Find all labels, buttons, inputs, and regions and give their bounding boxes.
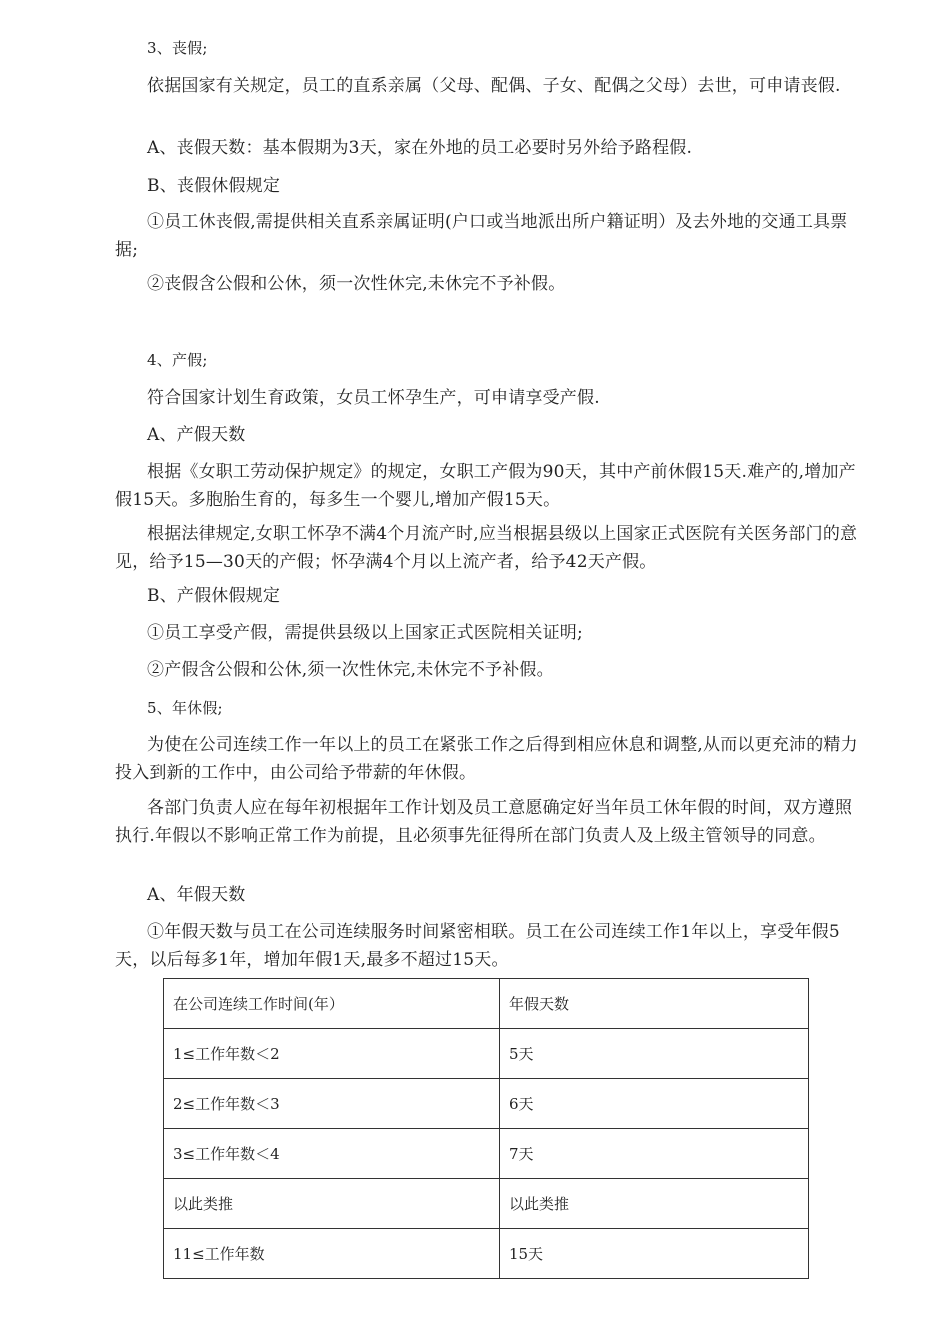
table-cell: 年假天数 [499,979,808,1029]
table-header-row [164,979,809,1029]
section-4-b1: ①员工享受产假，需提供县级以上国家正式医院相关证明; [147,623,583,643]
section-4-b: B、产假休假规定 [147,586,281,606]
table-cell: 2≤工作年数＜3 [164,1079,500,1129]
table-row [164,1129,809,1179]
table-cell: 11≤工作年数 [164,1229,500,1279]
section-4-a1: 根据《女职工劳动保护规定》的规定，女职工产假为90天，其中产前休假15天.难产的,增加产假15天。多胞胎生育的，每多生一个婴儿,增加产假15天。 [115,462,856,510]
table-cell: 6天 [499,1079,808,1129]
table-cell: 5天 [499,1029,808,1079]
section-4-heading: 4、产假; [147,351,208,369]
section-5-heading: 5、年休假; [147,699,223,717]
table-cell: 7天 [499,1129,808,1179]
annual-leave-table [163,978,809,1279]
section-3-b: B、丧假休假规定 [147,176,281,196]
section-3-b2: ②丧假含公假和公休，须一次性休完,未休完不予补假。 [147,274,566,294]
table-row [164,1079,809,1129]
section-3-a: A、丧假天数：基本假期为3天，家在外地的员工必要时另外给予路程假. [147,138,693,158]
section-5-a1: ①年假天数与员工在公司连续服务时间紧密相联。员工在公司连续工作1年以上，享受年假5天，以后每多1年，增加年假1天,最多不超过15天。 [115,922,840,970]
table-cell: 以此类推 [499,1179,808,1229]
section-5-p1: 为使在公司连续工作一年以上的员工在紧张工作之后得到相应休息和调整,从而以更充沛的精力投入到新的工作中，由公司给予带薪的年休假。 [115,735,858,783]
section-3-heading: 3、丧假; [147,39,208,57]
section-4-a2: 根据法律规定,女职工怀孕不满4个月流产时,应当根据县级以上国家正式医院有关医务部门的意见，给予15—30天的产假；怀孕满4个月以上流产者，给予42天产假。 [115,524,858,572]
table-row [164,1029,809,1079]
section-4-intro: 符合国家计划生育政策，女员工怀孕生产，可申请享受产假. [147,388,600,408]
table-cell: 1≤工作年数＜2 [164,1029,500,1079]
table-cell: 在公司连续工作时间(年） [164,979,500,1029]
section-3-b1: ①员工休丧假,需提供相关直系亲属证明(户口或当地派出所户籍证明）及去外地的交通工具票据; [115,212,848,260]
section-5-a: A、年假天数 [147,885,246,905]
table-cell: 以此类推 [164,1179,500,1229]
section-4-a: A、产假天数 [147,425,246,445]
table-row [164,1179,809,1229]
section-5-p2: 各部门负责人应在每年初根据年工作计划及员工意愿确定好当年员工休年假的时间，双方遵照执行.年假以不影响正常工作为前提，且必须事先征得所在部门负责人及上级主管领导的同意。 [115,798,853,846]
table-cell: 15天 [499,1229,808,1279]
section-4-b2: ②产假含公假和公休,须一次性休完,未休完不予补假。 [147,660,554,680]
section-3-intro: 依据国家有关规定，员工的直系亲属（父母、配偶、子女、配偶之父母）去世，可申请丧假. [147,76,841,96]
table-cell: 3≤工作年数＜4 [164,1129,500,1179]
table-row [164,1229,809,1279]
